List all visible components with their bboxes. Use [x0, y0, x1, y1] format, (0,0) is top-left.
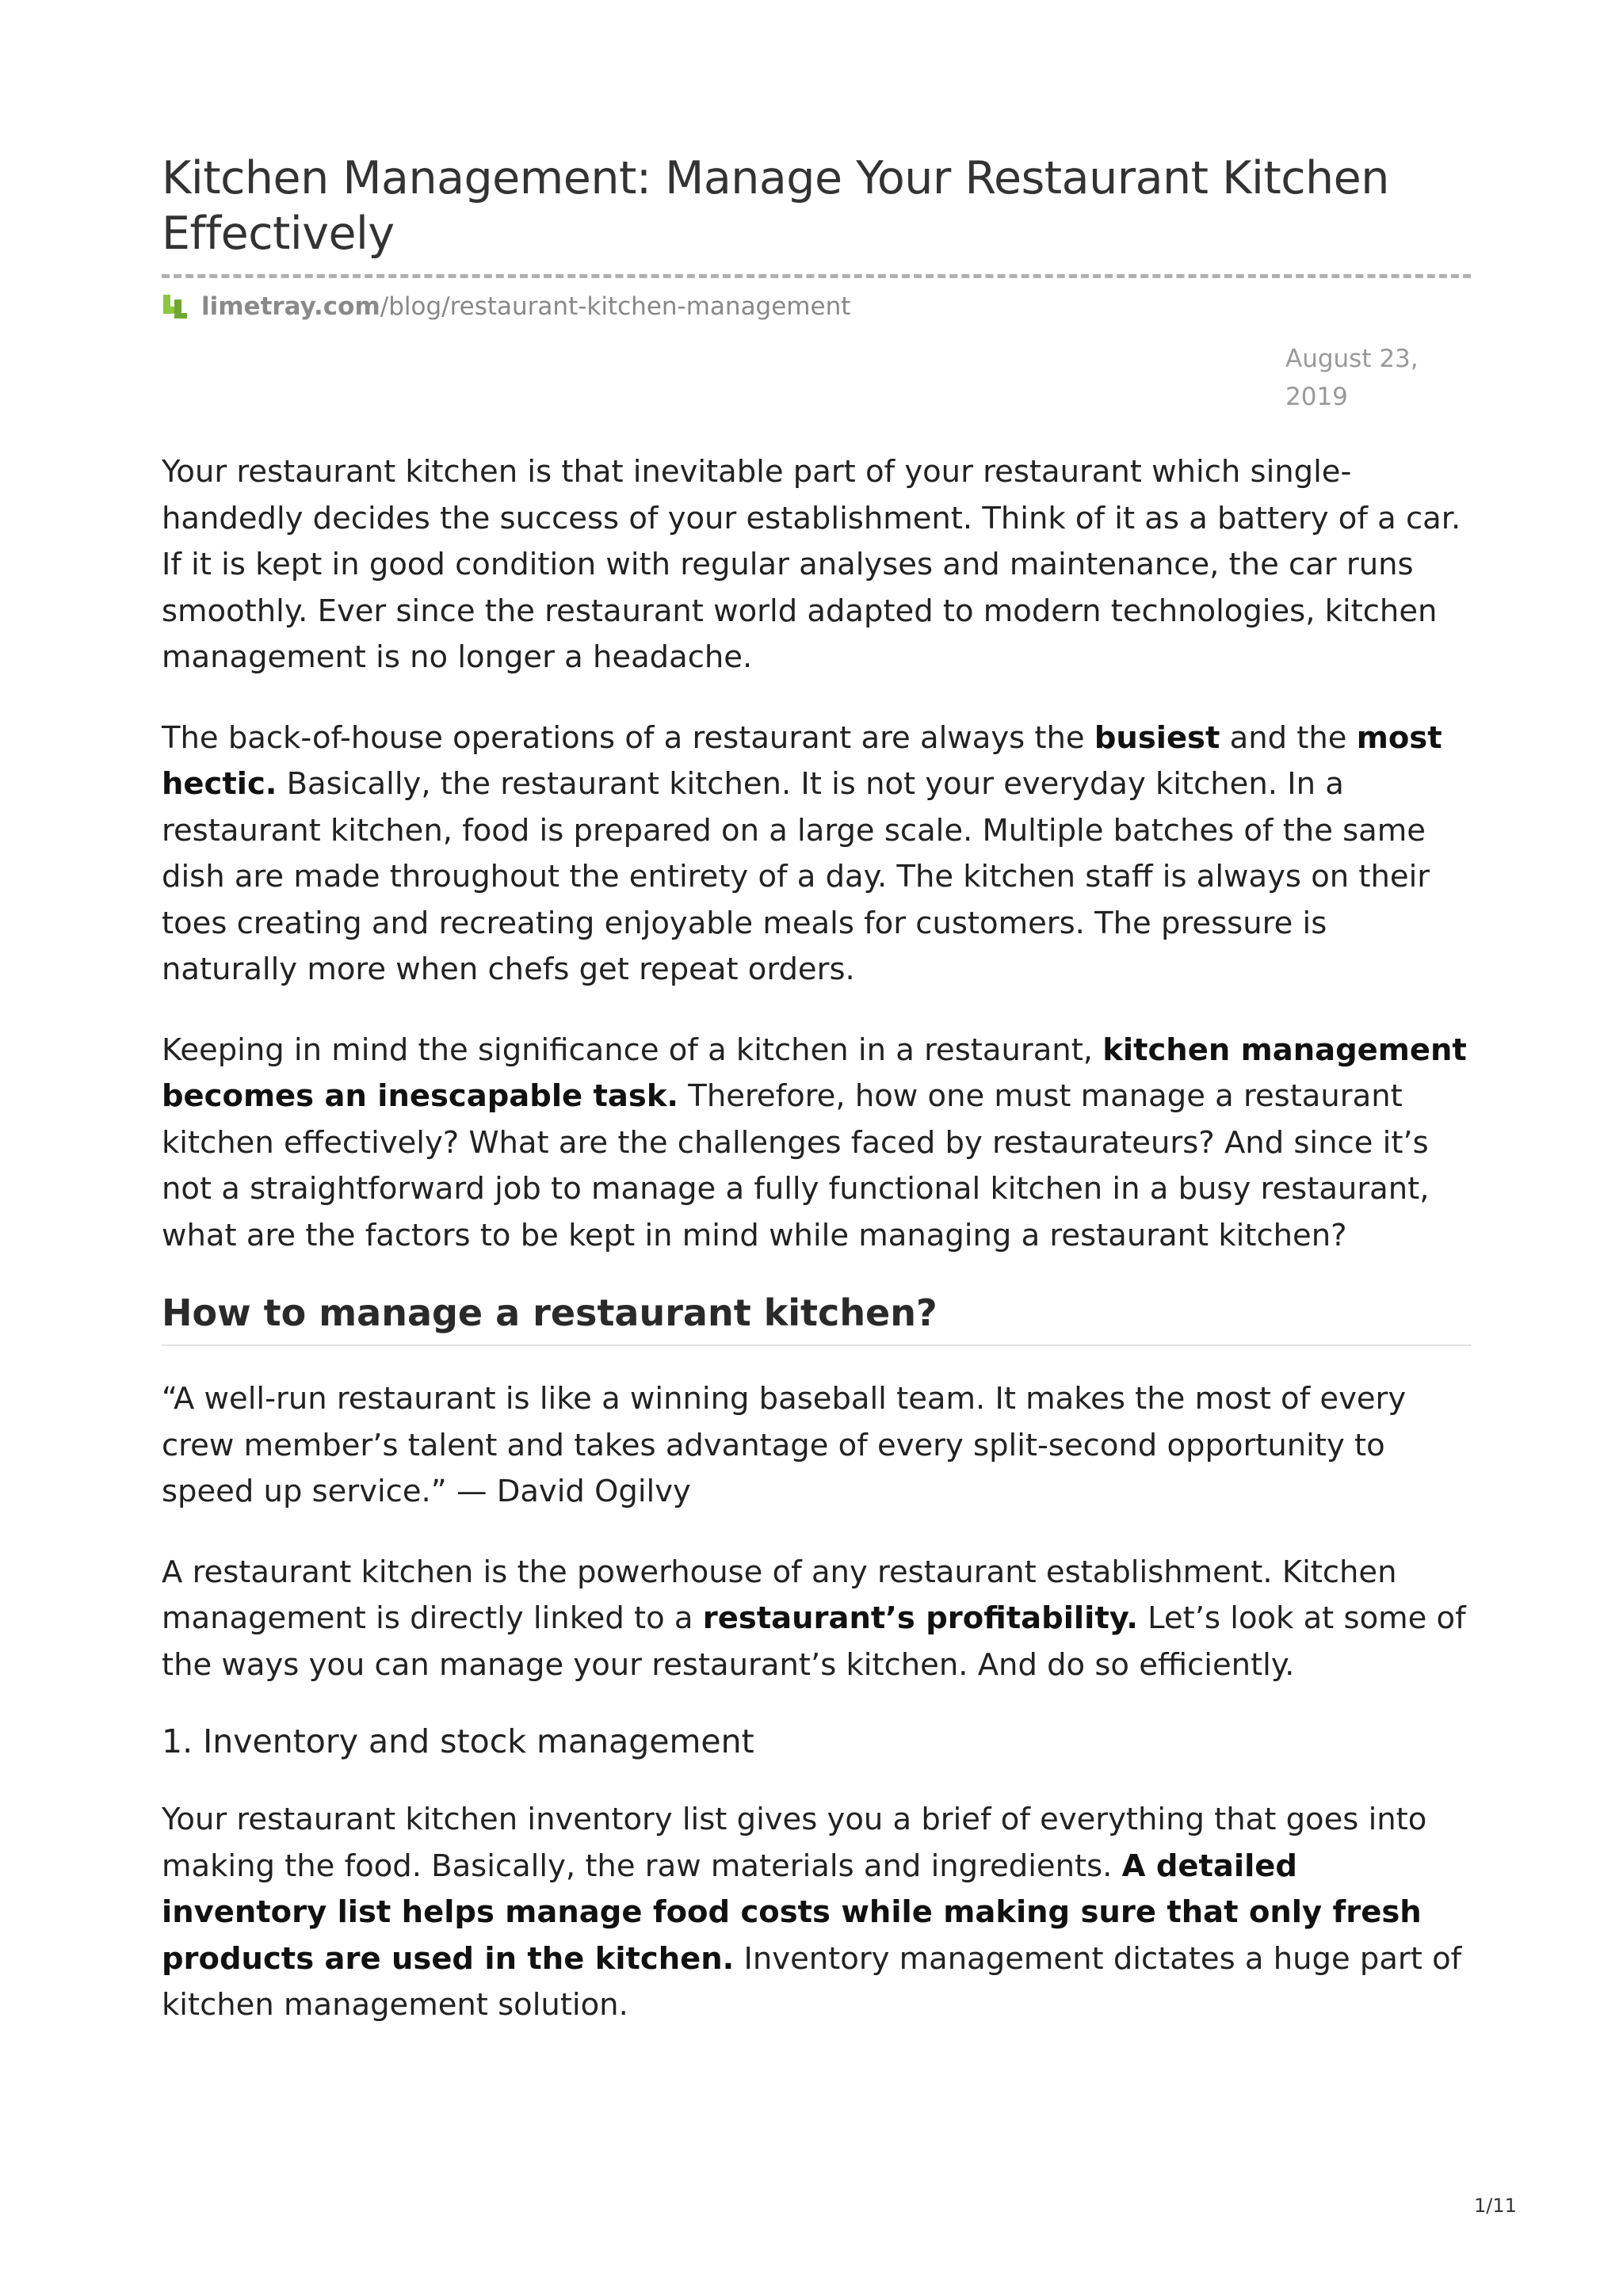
bold-run: kitchen management becomes an inescapable task.: [162, 1032, 1467, 1114]
paragraph-back-of-house: [162, 715, 1471, 994]
publish-date: [1285, 340, 1444, 416]
text-run: Your restaurant kitchen inventory list gives you a brief of everything that goes into making the food. Basically, the raw materials and ingredients.: [162, 1802, 1427, 1884]
date-line-2: 2019: [1285, 383, 1348, 411]
bold-run: restaurant’s profitability.: [702, 1600, 1138, 1637]
bold-run: busiest: [1094, 719, 1220, 756]
paragraph-intro: Your restaurant kitchen is that inevitable part of your restaurant which single-handedly decides the success of your establishment. Think of it as a battery of a car. If it is kept in good condition with regular analyses and maintenance, the car runs smoothly. Ever since the restaurant world adapted to modern technologies, kitchen management is no longer a headache.: [162, 454, 1461, 675]
text-run: Let’s look at some of the ways you can manage your restaurant’s kitchen. And do so efficiently.: [162, 1600, 1466, 1683]
text-run: and the: [1220, 719, 1357, 756]
bold-run: most hectic.: [162, 719, 1442, 802]
text-run: Therefore, how one must manage a restaurant kitchen effectively? What are the challenges faced by restaurateurs? And since it’s not a straightforward job to manage a fully functional kitchen in a busy restaurant, what are the factors to be kept in mind while managing a restaurant kitchen?: [162, 1078, 1430, 1253]
text-run: A restaurant kitchen is the powerhouse of any restaurant establishment. Kitchen management is directly linked to a: [162, 1554, 1397, 1637]
title-divider: [162, 274, 1471, 278]
article: [162, 151, 1471, 2029]
subsection-heading: 1. Inventory and stock management: [162, 1722, 754, 1761]
limetray-logo-icon: [162, 293, 189, 320]
paragraph-significance: [162, 1028, 1471, 1260]
date-line-1: August 23,: [1285, 345, 1419, 373]
text-run: Keeping in mind the significance of a kitchen in a restaurant,: [162, 1032, 1103, 1068]
paragraph-powerhouse: [162, 1550, 1471, 1689]
text-run: Basically, the restaurant kitchen. It is not your everyday kitchen. In a restaurant kitchen, food is prepared on a large scale. Multiple batches of the same dish are made throughout the entirety of a day. The kitchen staff is always on their toes creating and recreating enjoyable meals for customers. The pressure is naturally more when chefs get repeat orders.: [162, 766, 1430, 987]
source-path: /blog/restaurant-kitchen-management: [380, 292, 851, 321]
source-link[interactable]: [162, 289, 1471, 324]
text-run: Inventory management dictates a huge part of kitchen management solution.: [162, 1940, 1462, 2023]
quote-paragraph: “A well-run restaurant is like a winning baseball team. It makes the most of every crew member’s talent and takes advantage of every split-second opportunity to speed up service.” — David Ogilvy: [162, 1381, 1407, 1510]
paragraph-inventory: [162, 1797, 1471, 2029]
section-heading: How to manage a restaurant kitchen?: [162, 1287, 1471, 1346]
page-title: Kitchen Management: Manage Your Restaurant Kitchen Effectively: [162, 152, 1389, 260]
bold-run: A detailed inventory list helps manage food costs while making sure that only fresh products are used in the kitchen.: [162, 1848, 1422, 1977]
page-indicator: 1/11: [1474, 2195, 1517, 2217]
text-run: The back-of-house operations of a restaurant are always the: [162, 719, 1094, 756]
source-domain: limetray.com: [201, 292, 380, 321]
